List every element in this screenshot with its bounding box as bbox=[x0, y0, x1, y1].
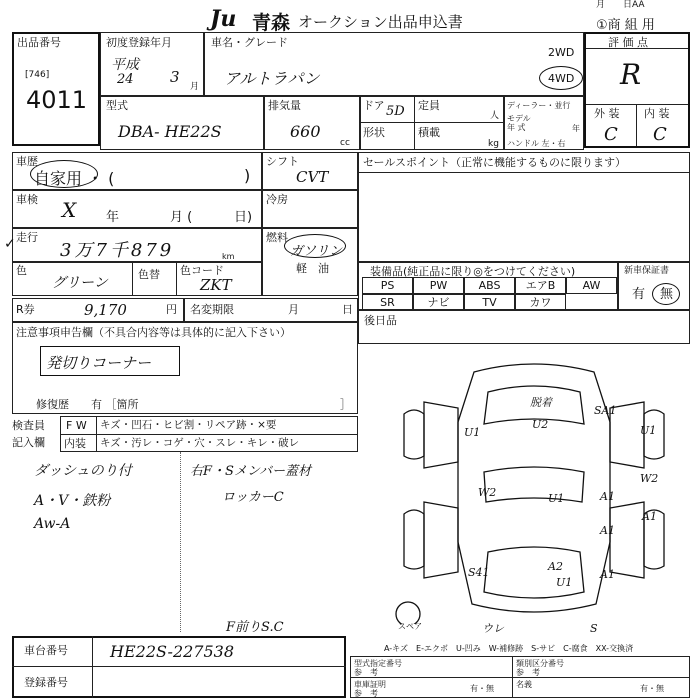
car-diagram bbox=[384, 352, 684, 624]
notes-repair-close: ］ bbox=[340, 398, 351, 411]
history-close: ) bbox=[244, 166, 251, 185]
diagram-mark-4: U1 bbox=[640, 424, 657, 437]
company-name: 青森 bbox=[252, 12, 291, 34]
dealer-label: ディーラー・並行 bbox=[507, 101, 571, 110]
color-label: 色 bbox=[16, 264, 27, 277]
shift-label: シフト bbox=[266, 155, 299, 168]
inspector-note-0: ダッシュのり付 bbox=[34, 463, 132, 479]
color-code: ZKT bbox=[200, 276, 232, 294]
fuel-gasoline: ガソリン bbox=[290, 244, 343, 259]
inspection-month: 月 ( bbox=[170, 210, 193, 225]
footer-type-sub: 参 考 bbox=[354, 668, 378, 677]
inspection-label: 車検 bbox=[16, 193, 38, 206]
footer-garage-sub: 参 考 bbox=[354, 689, 378, 698]
check-row2: キズ・汚レ・コゲ・穴・スレ・キレ・破レ bbox=[100, 437, 300, 449]
mileage-unit: km bbox=[222, 252, 235, 261]
grade-ext-label: 外 装 bbox=[594, 107, 620, 120]
date-label: 月 日AA bbox=[596, 0, 645, 10]
eq2-3: カワ bbox=[515, 294, 566, 311]
warranty-has: 有 bbox=[632, 287, 646, 302]
inspector-note-right-0: 右F・Sメンバー蓋材 bbox=[190, 464, 312, 479]
footer-name-opt: 有・無 bbox=[640, 684, 664, 693]
displacement-label: 排気量 bbox=[268, 99, 301, 112]
diagram-mark-11: S41 bbox=[468, 566, 490, 579]
footer-garage-label: 車庫証明 bbox=[354, 680, 386, 689]
grade-value: R bbox=[620, 58, 642, 91]
tick-mark: ✓ bbox=[4, 236, 16, 252]
inspector-note-2: Aw-A bbox=[34, 516, 71, 532]
first-reg-label: 初度登録年月 bbox=[106, 36, 172, 49]
diagram-mark-16: S bbox=[590, 622, 598, 635]
color-code-label: 色コード bbox=[180, 264, 224, 277]
after-fit-label: 後日品 bbox=[364, 314, 397, 327]
fuel-circle bbox=[284, 234, 346, 258]
grade-ext: C bbox=[604, 124, 618, 145]
check-row1: キズ・凹石・ヒビ割・リペア跡・×要 bbox=[100, 419, 277, 431]
diagram-mark-5: W2 bbox=[640, 472, 659, 485]
displacement-unit: cc bbox=[340, 138, 350, 148]
check-fw: F W bbox=[66, 419, 87, 432]
diagram-mark-15: ウレ bbox=[482, 622, 504, 635]
mileage-label: 走行 bbox=[16, 231, 38, 244]
warranty-circle bbox=[652, 283, 680, 305]
load-label: 積載 bbox=[418, 126, 440, 139]
footer-class-sub: 参 考 bbox=[516, 668, 540, 677]
mileage-value: 3万7千879 bbox=[60, 240, 175, 261]
inspection-box bbox=[12, 190, 262, 228]
notes-repair: 修復歴 有 ［箇所 bbox=[36, 398, 139, 411]
eq1-1: PW bbox=[413, 277, 464, 294]
fuel-label: 燃料 bbox=[266, 231, 288, 244]
term-month: 月 bbox=[288, 303, 299, 316]
diagram-mark-1: SA1 bbox=[594, 404, 617, 417]
load-unit: kg bbox=[488, 139, 499, 149]
diagram-mark-12: A2 bbox=[548, 560, 563, 573]
color-tone-label: 色替 bbox=[138, 268, 160, 281]
inspector-note-1: A・V・鉄粉 bbox=[34, 493, 111, 509]
history-value: 自家用 ・ ( bbox=[34, 169, 115, 188]
chassis-value: HE22S-227538 bbox=[110, 642, 235, 661]
eq2-0: SR bbox=[362, 294, 413, 311]
inspection-value: X bbox=[62, 198, 77, 222]
first-reg-month-unit: 月 bbox=[190, 82, 200, 92]
drive-4wd: 4WD bbox=[548, 72, 575, 85]
notes-value: 発切りコーナー bbox=[46, 354, 152, 372]
warranty-none: 無 bbox=[660, 287, 674, 302]
eq1-0: PS bbox=[362, 277, 413, 294]
history-label: 車歴 bbox=[16, 155, 38, 168]
dealer-handle: ハンドル 左・右 bbox=[507, 139, 566, 148]
first-reg-era: 平成 bbox=[111, 57, 139, 73]
footer-name-label: 名義 bbox=[516, 680, 532, 689]
warranty-label: 新車保証書 bbox=[624, 266, 670, 276]
check-label1: 検査員 bbox=[12, 419, 45, 432]
diagram-mark-8: W2 bbox=[478, 486, 497, 499]
grade-int-label: 内 装 bbox=[644, 107, 670, 120]
check-int: 内装 bbox=[64, 437, 86, 450]
shape-label: 形状 bbox=[363, 126, 385, 139]
equipment-label: 装備品(純正品に限り◎をつけてください) bbox=[370, 265, 576, 278]
grade-label: 評 価 点 bbox=[608, 36, 648, 49]
shift-value: CVT bbox=[296, 168, 329, 186]
diagram-mark-10: A1 bbox=[642, 510, 657, 523]
registration-label: 登録番号 bbox=[24, 676, 68, 689]
capacity-label: 定員 bbox=[418, 99, 440, 112]
fuel-diesel: 軽 油 bbox=[296, 262, 329, 275]
term-day: 日 bbox=[342, 303, 353, 316]
eq2-1: ナビ bbox=[413, 294, 464, 311]
term-label: 名変期限 bbox=[190, 303, 234, 316]
after-fit-box bbox=[358, 310, 690, 344]
ac-label: 冷房 bbox=[266, 193, 288, 206]
model-label: 型式 bbox=[106, 99, 128, 112]
diagram-mark-2: U1 bbox=[464, 426, 481, 439]
footer-type-label: 型式指定番号 bbox=[354, 659, 402, 668]
legend: A-キズ E-エクボ U-凹み W-補修跡 S-サビ C-腐食 XX-交換済 bbox=[384, 644, 634, 653]
lot-number: 4011 bbox=[26, 86, 88, 114]
color-value: グリーン bbox=[52, 275, 108, 291]
ju-logo: Ju bbox=[210, 6, 237, 32]
capacity-unit: 人 bbox=[490, 111, 500, 121]
footer-garage-opt: 有・無 bbox=[470, 684, 494, 693]
car-label: 車名・グレード bbox=[211, 36, 288, 49]
lot-small: [746] bbox=[25, 70, 50, 80]
copy-label: ①商 組 用 bbox=[596, 18, 655, 33]
diagram-mark-6: U1 bbox=[548, 492, 565, 505]
check-label2: 記入欄 bbox=[12, 436, 45, 449]
form-title: オークション出品申込書 bbox=[298, 13, 463, 31]
dealer-year-unit: 年 bbox=[572, 124, 580, 133]
notes-label: 注意事項申告欄（不具合内容等は具体的に記入下さい） bbox=[16, 326, 291, 339]
diagram-mark-7: A1 bbox=[600, 490, 615, 503]
footer-class-label: 類別区分番号 bbox=[516, 659, 564, 668]
eq2-2: TV bbox=[464, 294, 515, 311]
doors-value: 5D bbox=[386, 104, 405, 119]
inspector-note-right-1: ロッカーC bbox=[222, 490, 284, 505]
drive-2wd: 2WD bbox=[548, 46, 575, 59]
diagram-mark-9: A1 bbox=[600, 524, 615, 537]
bottom-note: F前りS.C bbox=[226, 620, 284, 635]
diagram-mark-13: U1 bbox=[556, 576, 573, 589]
chassis-label: 車台番号 bbox=[24, 644, 68, 657]
lot-label: 出品番号 bbox=[17, 36, 61, 49]
recycle-value: 9,170 bbox=[84, 301, 127, 319]
diagram-mark-14: A1 bbox=[600, 568, 615, 581]
spare-label: スペア bbox=[398, 622, 422, 631]
inspection-year: 年 bbox=[106, 210, 120, 225]
inspection-day: 日) bbox=[234, 210, 253, 225]
grade-int: C bbox=[653, 124, 667, 145]
model-value: DBA- HE22S bbox=[118, 122, 222, 141]
dealer-model-year: モデル 年 式 bbox=[507, 114, 531, 132]
doors-label: ドア bbox=[363, 99, 385, 112]
sales-label: セールスポイント（正常に機能するものに限ります） bbox=[363, 156, 627, 169]
first-reg-year: 24 bbox=[117, 72, 134, 87]
history-circle bbox=[30, 160, 98, 188]
recycle-label: R券 bbox=[16, 303, 35, 316]
car-name: アルトラパン bbox=[224, 69, 320, 88]
first-reg-month: 3 bbox=[170, 68, 180, 86]
diagram-mark-3: U2 bbox=[532, 418, 549, 431]
eq1-3: エアB bbox=[515, 277, 566, 294]
diagram-mark-0: 脱着 bbox=[530, 396, 552, 409]
recycle-unit: 円 bbox=[166, 303, 177, 316]
drive-4wd-circle bbox=[539, 66, 583, 90]
displacement-value: 660 bbox=[290, 122, 321, 141]
eq1-4: AW bbox=[566, 277, 617, 294]
eq1-2: ABS bbox=[464, 277, 515, 294]
